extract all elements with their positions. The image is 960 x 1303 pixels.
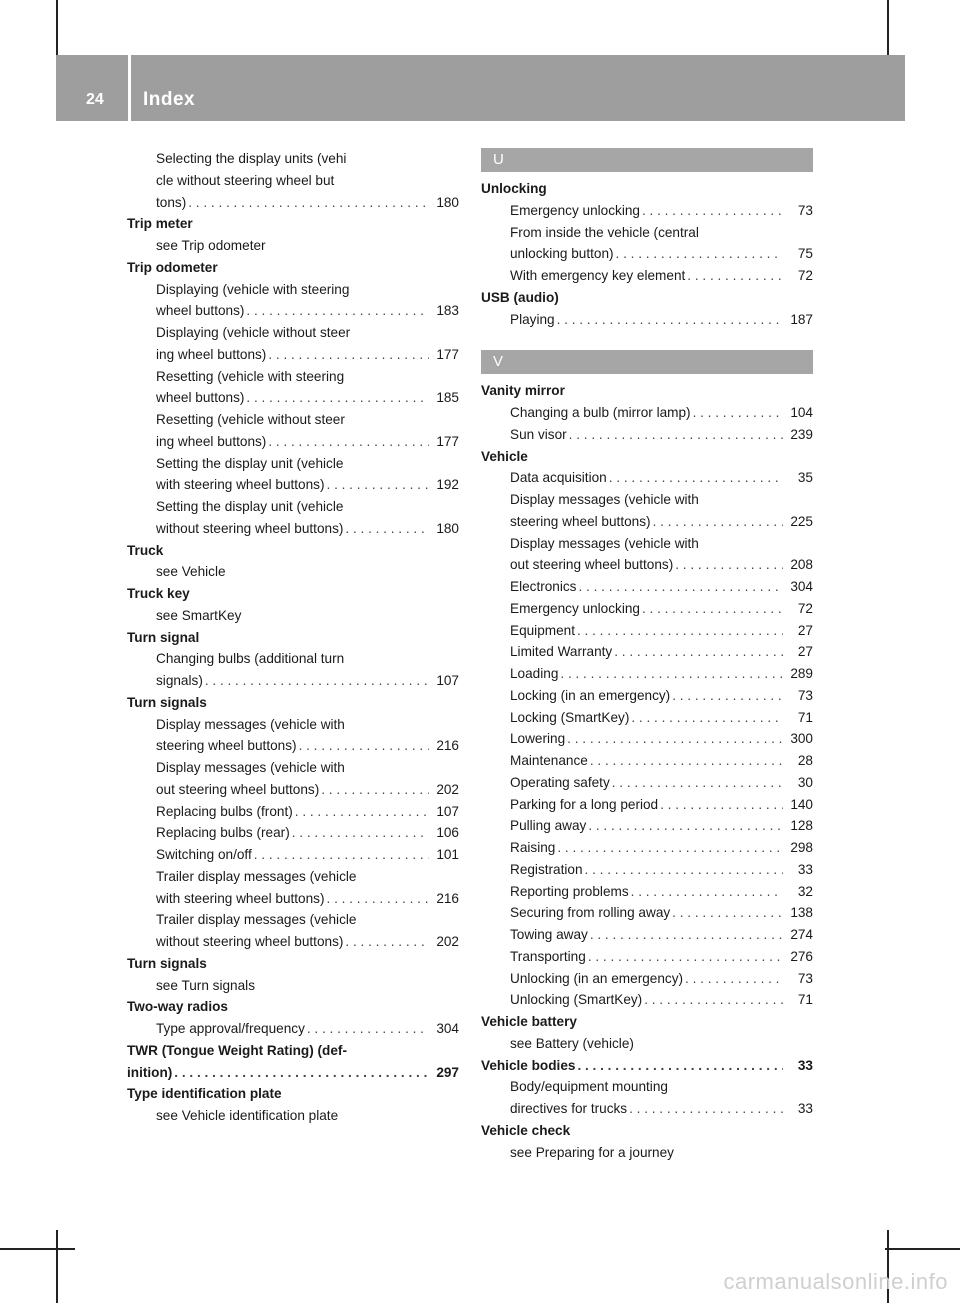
entry-text: with steering wheel buttons) bbox=[156, 477, 325, 493]
index-entry-row bbox=[481, 902, 813, 924]
entry-text-line: Displaying (vehicle without steer bbox=[156, 325, 351, 340]
dot-leader bbox=[585, 859, 783, 881]
entry-text: steering wheel buttons) bbox=[156, 738, 297, 754]
index-entry-row bbox=[481, 685, 813, 707]
index-entry-row bbox=[127, 1018, 459, 1040]
dot-leader bbox=[295, 801, 429, 823]
page-ref: 187 bbox=[790, 311, 813, 327]
dot-leader bbox=[254, 844, 429, 866]
index-entry-row bbox=[481, 663, 813, 685]
index-topic: Vehicle battery bbox=[481, 1014, 577, 1029]
page-ref: 107 bbox=[436, 673, 459, 688]
index-entry-row bbox=[481, 620, 813, 642]
page-ref: 107 bbox=[436, 803, 459, 819]
page-ref: 304 bbox=[436, 1021, 459, 1036]
dot-leader bbox=[685, 968, 783, 990]
entry-text: wheel buttons) bbox=[156, 390, 245, 406]
dot-leader bbox=[174, 1062, 429, 1084]
index-entry-row bbox=[481, 1055, 813, 1077]
page-ref: 28 bbox=[797, 753, 813, 768]
entry-text-line: Display messages (vehicle with bbox=[510, 492, 699, 507]
index-entry-row bbox=[127, 779, 459, 801]
page-ref: 72 bbox=[797, 600, 813, 616]
dot-leader bbox=[590, 750, 783, 772]
cross-reference: see Preparing for a journey bbox=[510, 1144, 674, 1160]
index-entry-row bbox=[481, 989, 813, 1011]
index-entry-row bbox=[481, 200, 813, 222]
page-ref: 216 bbox=[436, 890, 459, 906]
crop-mark bbox=[56, 1230, 58, 1303]
entry-text: Type approval/frequency bbox=[156, 1021, 305, 1036]
index-entry-row bbox=[127, 844, 459, 866]
dot-leader bbox=[614, 641, 783, 663]
index-topic: Two-way radios bbox=[127, 999, 228, 1015]
entry-text: signals) bbox=[156, 673, 203, 688]
dot-leader bbox=[612, 772, 783, 794]
entry-text: Operating safety bbox=[510, 774, 610, 790]
entry-text-line: Display messages (vehicle with bbox=[510, 535, 699, 551]
dot-leader bbox=[292, 822, 429, 844]
entry-text: Replacing bulbs (front) bbox=[156, 803, 293, 819]
entry-text: Playing bbox=[510, 311, 555, 327]
entry-text: Unlocking (in an emergency) bbox=[510, 970, 684, 986]
index-entry-row bbox=[127, 300, 459, 322]
dot-leader bbox=[246, 300, 429, 322]
page-ref: 239 bbox=[790, 426, 813, 442]
page-ref: 297 bbox=[436, 1064, 459, 1080]
entry-text: with steering wheel buttons) bbox=[156, 890, 325, 906]
dot-leader bbox=[205, 670, 429, 692]
entry-text: out steering wheel buttons) bbox=[510, 557, 674, 573]
index-entry-row bbox=[481, 924, 813, 946]
cross-reference: see SmartKey bbox=[156, 607, 242, 623]
page-ref: 138 bbox=[790, 905, 813, 921]
index-topic: Truck bbox=[127, 542, 164, 558]
index-column-left bbox=[127, 148, 459, 1127]
crop-mark bbox=[885, 1248, 960, 1250]
entry-text: Registration bbox=[510, 861, 583, 877]
index-column-right bbox=[481, 148, 813, 1163]
crop-mark bbox=[56, 0, 58, 55]
entry-text: without steering wheel buttons) bbox=[156, 520, 344, 536]
entry-text-line: Body/equipment mounting bbox=[510, 1079, 668, 1095]
page-ref: 73 bbox=[797, 970, 813, 986]
cross-reference: see Vehicle identification plate bbox=[156, 1108, 339, 1123]
dot-leader bbox=[588, 815, 783, 837]
page-ref: 104 bbox=[790, 405, 813, 420]
dot-leader bbox=[609, 467, 783, 489]
header-divider bbox=[128, 55, 131, 121]
page-ref: 71 bbox=[797, 709, 813, 725]
crop-mark bbox=[887, 0, 889, 55]
index-entry-row bbox=[481, 402, 813, 424]
entry-text: tons) bbox=[156, 194, 187, 210]
entry-text-line: Trailer display messages (vehicle bbox=[156, 912, 357, 928]
page-ref: 180 bbox=[436, 520, 459, 536]
entry-text: Emergency unlocking bbox=[510, 202, 640, 218]
index-entry-row bbox=[127, 474, 459, 496]
page-ref: 33 bbox=[797, 861, 813, 877]
page-ref: 75 bbox=[797, 246, 813, 262]
index-entry-row bbox=[481, 554, 813, 576]
entry-text: With emergency key element bbox=[510, 268, 686, 283]
page-ref: 32 bbox=[797, 883, 813, 899]
dot-leader bbox=[560, 663, 783, 685]
dot-leader bbox=[307, 1018, 429, 1040]
dot-leader bbox=[631, 707, 783, 729]
section-gap bbox=[481, 330, 813, 350]
entry-text: Data acquisition bbox=[510, 470, 607, 486]
section-letter: U bbox=[481, 148, 813, 172]
dot-leader bbox=[569, 424, 783, 446]
index-topic: Turn signal bbox=[127, 629, 200, 645]
dot-leader bbox=[345, 518, 429, 540]
index-entry-row bbox=[481, 265, 813, 287]
page-ref: 202 bbox=[436, 934, 459, 949]
index-entry-row bbox=[481, 598, 813, 620]
page-ref: 216 bbox=[436, 738, 459, 754]
dot-leader bbox=[672, 685, 783, 707]
index-entry-row bbox=[127, 670, 459, 692]
index-entry-row bbox=[481, 243, 813, 265]
dot-leader bbox=[631, 881, 783, 903]
cross-reference: see Vehicle bbox=[156, 564, 226, 580]
index-entry-row bbox=[481, 837, 813, 859]
page-ref: 192 bbox=[436, 477, 459, 493]
entry-text: wheel buttons) bbox=[156, 303, 245, 319]
entry-text-line: Displaying (vehicle with steering bbox=[156, 281, 350, 297]
section-letter: V bbox=[481, 350, 813, 374]
entry-text: Towing away bbox=[510, 927, 588, 942]
page-ref: 304 bbox=[790, 579, 813, 594]
dot-leader bbox=[687, 265, 783, 287]
dot-leader bbox=[577, 620, 783, 642]
entry-text-line: From inside the vehicle (central bbox=[510, 224, 699, 240]
index-entry-row bbox=[481, 772, 813, 794]
index-entry-row bbox=[127, 1062, 459, 1084]
entry-text-line: Setting the display unit (vehicle bbox=[156, 455, 344, 471]
page-ref: 101 bbox=[436, 847, 459, 862]
index-topic: Unlocking bbox=[481, 181, 547, 196]
page-ref: 185 bbox=[436, 390, 459, 406]
entry-text: Lowering bbox=[510, 731, 566, 747]
dot-leader bbox=[327, 474, 429, 496]
index-entry-row bbox=[127, 801, 459, 823]
page-ref: 300 bbox=[790, 731, 813, 747]
entry-text: inition) bbox=[127, 1064, 173, 1080]
entry-text: Emergency unlocking bbox=[510, 600, 640, 616]
index-entry-row bbox=[127, 822, 459, 844]
entry-text: Switching on/off bbox=[156, 847, 252, 862]
entry-text: ing wheel buttons) bbox=[156, 346, 267, 362]
entry-text: steering wheel buttons) bbox=[510, 513, 651, 529]
index-topic: Truck key bbox=[127, 586, 190, 601]
index-topic: USB (audio) bbox=[481, 289, 559, 305]
index-entry-row bbox=[481, 641, 813, 663]
entry-text: Raising bbox=[510, 840, 556, 855]
dot-leader bbox=[246, 387, 429, 409]
dot-leader bbox=[672, 902, 783, 924]
entry-text: Loading bbox=[510, 666, 559, 681]
entry-text-line: Resetting (vehicle without steer bbox=[156, 412, 345, 427]
index-topic: Trip meter bbox=[127, 216, 193, 232]
page-ref: 27 bbox=[797, 644, 813, 660]
dot-leader bbox=[321, 779, 429, 801]
index-entry-row bbox=[127, 431, 459, 453]
dot-leader bbox=[675, 554, 783, 576]
page-ref: 225 bbox=[790, 513, 813, 529]
entry-text: directives for trucks bbox=[510, 1101, 628, 1116]
page-ref: 30 bbox=[797, 774, 813, 790]
page-ref: 73 bbox=[797, 202, 813, 218]
watermark: carmanualsonline.info bbox=[723, 1269, 948, 1294]
index-entry-row bbox=[481, 1098, 813, 1120]
entry-text-line: Resetting (vehicle with steering bbox=[156, 368, 345, 384]
dot-leader bbox=[188, 192, 429, 214]
page-number: 24 bbox=[86, 91, 104, 108]
entry-text: Reporting problems bbox=[510, 883, 629, 899]
entry-text: ing wheel buttons) bbox=[156, 433, 267, 449]
entry-text: Locking (SmartKey) bbox=[510, 709, 630, 725]
index-entry-row bbox=[481, 815, 813, 837]
index-entry-row bbox=[127, 735, 459, 757]
page-ref: 177 bbox=[436, 433, 459, 449]
page-ref: 202 bbox=[436, 781, 459, 797]
index-entry-row bbox=[481, 576, 813, 598]
page-ref: 33 bbox=[797, 1101, 813, 1116]
index-topic: Type identification plate bbox=[127, 1086, 282, 1102]
dot-leader bbox=[642, 200, 783, 222]
dot-leader bbox=[578, 576, 783, 598]
index-entry-row bbox=[481, 309, 813, 331]
page-ref: 72 bbox=[797, 268, 813, 283]
index-entry-row bbox=[481, 511, 813, 533]
entry-text: Pulling away bbox=[510, 818, 587, 834]
index-entry-row bbox=[127, 888, 459, 910]
dot-leader bbox=[693, 402, 783, 424]
entry-text: Vehicle bodies bbox=[481, 1057, 576, 1073]
entry-text: Securing from rolling away bbox=[510, 905, 671, 921]
dot-leader bbox=[299, 735, 429, 757]
index-entry-row bbox=[481, 946, 813, 968]
entry-text-line: Display messages (vehicle with bbox=[156, 716, 345, 732]
page-ref: 183 bbox=[436, 303, 459, 319]
index-topic: Vehicle bbox=[481, 448, 528, 464]
page-ref: 180 bbox=[436, 194, 459, 210]
cross-reference: see Trip odometer bbox=[156, 238, 266, 253]
entry-text: Electronics bbox=[510, 579, 577, 594]
dot-leader bbox=[345, 931, 429, 953]
crop-mark bbox=[0, 1248, 75, 1250]
entry-text: unlocking button) bbox=[510, 246, 614, 262]
index-topic: Turn signals bbox=[127, 694, 207, 710]
dot-leader bbox=[268, 431, 429, 453]
page-ref: 73 bbox=[797, 687, 813, 703]
page-ref: 33 bbox=[797, 1057, 813, 1073]
dot-leader bbox=[567, 728, 783, 750]
page-ref: 298 bbox=[790, 840, 813, 855]
cross-reference: see Turn signals bbox=[156, 977, 255, 993]
entry-text: Parking for a long period bbox=[510, 796, 659, 812]
entry-text-line: Trailer display messages (vehicle bbox=[156, 868, 357, 884]
entry-text: Unlocking (SmartKey) bbox=[510, 992, 643, 1008]
index-entry-row bbox=[127, 931, 459, 953]
entry-text: Sun visor bbox=[510, 426, 567, 442]
entry-text-line: Selecting the display units (vehi bbox=[156, 151, 347, 166]
index-entry-row bbox=[481, 968, 813, 990]
dot-leader bbox=[660, 794, 783, 816]
entry-text-line: cle without steering wheel but bbox=[156, 172, 335, 188]
page-ref: 276 bbox=[790, 948, 813, 964]
page-title: Index bbox=[143, 89, 196, 110]
page-ref: 274 bbox=[790, 927, 813, 942]
entry-text: Changing a bulb (mirror lamp) bbox=[510, 405, 691, 420]
dot-leader bbox=[588, 946, 783, 968]
dot-leader bbox=[644, 989, 783, 1011]
page-ref: 177 bbox=[436, 346, 459, 362]
dot-leader bbox=[557, 837, 783, 859]
page-ref: 289 bbox=[790, 666, 813, 681]
index-entry-row bbox=[127, 518, 459, 540]
index-entry-row bbox=[481, 728, 813, 750]
dot-leader bbox=[557, 309, 783, 331]
dot-leader bbox=[268, 344, 429, 366]
page-ref: 208 bbox=[790, 557, 813, 573]
entry-text: out steering wheel buttons) bbox=[156, 781, 320, 797]
entry-text: Maintenance bbox=[510, 753, 588, 768]
index-topic: Turn signals bbox=[127, 955, 207, 971]
index-topic: TWR (Tongue Weight Rating) (def- bbox=[127, 1042, 347, 1058]
page-ref: 35 bbox=[797, 470, 813, 486]
entry-text: Equipment bbox=[510, 622, 575, 638]
index-entry-row bbox=[127, 387, 459, 409]
entry-text-line: Display messages (vehicle with bbox=[156, 760, 345, 775]
index-entry-row bbox=[127, 192, 459, 214]
dot-leader bbox=[642, 598, 783, 620]
dot-leader bbox=[577, 1055, 783, 1077]
entry-text-line: Setting the display unit (vehicle bbox=[156, 499, 344, 514]
page-ref: 27 bbox=[797, 622, 813, 638]
dot-leader bbox=[327, 888, 429, 910]
cross-reference: see Battery (vehicle) bbox=[510, 1035, 634, 1051]
entry-text: without steering wheel buttons) bbox=[156, 934, 344, 949]
dot-leader bbox=[629, 1098, 783, 1120]
index-entry-row bbox=[481, 750, 813, 772]
dot-leader bbox=[590, 924, 783, 946]
index-topic: Trip odometer bbox=[127, 259, 218, 275]
index-entry-row bbox=[127, 344, 459, 366]
index-entry-row bbox=[481, 467, 813, 489]
index-entry-row bbox=[481, 794, 813, 816]
page-ref: 71 bbox=[797, 992, 813, 1008]
index-topic: Vehicle check bbox=[481, 1122, 571, 1138]
entry-text: Transporting bbox=[510, 948, 586, 964]
index-entry-row bbox=[481, 859, 813, 881]
page-header bbox=[56, 55, 905, 121]
entry-text-line: Changing bulbs (additional turn bbox=[156, 651, 345, 667]
dot-leader bbox=[616, 243, 783, 265]
index-topic: Vanity mirror bbox=[481, 383, 565, 399]
index-entry-row bbox=[481, 424, 813, 446]
index-entry-row bbox=[481, 881, 813, 903]
entry-text: Replacing bulbs (rear) bbox=[156, 825, 290, 841]
page-ref: 128 bbox=[790, 818, 813, 834]
page-ref: 106 bbox=[436, 825, 459, 841]
dot-leader bbox=[653, 511, 783, 533]
index-entry-row bbox=[481, 707, 813, 729]
entry-text: Locking (in an emergency) bbox=[510, 687, 671, 703]
entry-text: Limited Warranty bbox=[510, 644, 613, 660]
page-ref: 140 bbox=[790, 796, 813, 812]
